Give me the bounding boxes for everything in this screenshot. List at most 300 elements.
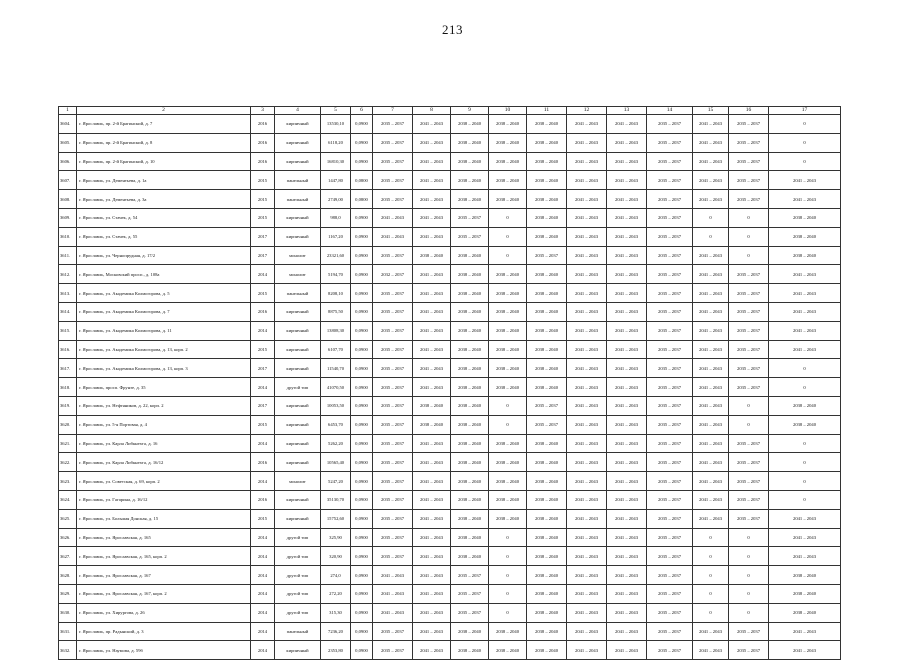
table-cell: 2038 – 2040 — [489, 340, 527, 359]
table-row — [59, 434, 841, 453]
address-cell: г. Ярославль, пр. 2-й Брагинский, д. 10 — [77, 152, 251, 171]
table-cell: 2041 – 2043 — [607, 396, 647, 415]
table-cell: 0,0900 — [351, 152, 373, 171]
address-cell: г. Ярославль, ул. Наумова, д. 59б — [77, 641, 251, 660]
table-row — [59, 622, 841, 641]
table-cell: 2015 — [251, 208, 275, 227]
table-cell: 2035 – 2037 — [527, 415, 567, 434]
table-cell: 0,0900 — [351, 284, 373, 303]
column-header: 17 — [769, 107, 841, 115]
table-cell: 41070,50 — [321, 378, 351, 397]
address-cell: г. Ярославль, пр. Радынский, д. 3 — [77, 622, 251, 641]
table-cell: 2035 – 2037 — [373, 284, 413, 303]
table-cell: кирпичный — [275, 115, 321, 134]
table-cell: 2041 – 2043 — [567, 227, 607, 246]
table-cell: 2038 – 2040 — [451, 509, 489, 528]
table-cell: 0,0900 — [351, 472, 373, 491]
table-cell: 2041 – 2043 — [693, 415, 729, 434]
table-cell: 2038 – 2040 — [769, 208, 841, 227]
address-cell: г. Ярославль, ул. Чернопрудная, д. 17/2 — [77, 246, 251, 265]
table-cell: 2016 — [251, 453, 275, 472]
row-number-cell: 3620. — [59, 415, 77, 434]
table-cell: 2041 – 2043 — [693, 453, 729, 472]
table-cell: 2015 — [251, 509, 275, 528]
table-cell: 2035 – 2037 — [647, 490, 693, 509]
table-cell: 2035 – 2037 — [451, 227, 489, 246]
table-cell: 2038 – 2040 — [489, 302, 527, 321]
table-cell: 2038 – 2040 — [413, 396, 451, 415]
address-cell: г. Ярославль, ул. Академика Колмогорова, д. 13, корп. 2 — [77, 340, 251, 359]
table-cell: 2041 – 2043 — [693, 321, 729, 340]
address-cell: г. Ярославль, ул. Ярославская, д. 165 — [77, 528, 251, 547]
table-cell: 0 — [729, 603, 769, 622]
table-cell: 2041 – 2043 — [413, 584, 451, 603]
table-cell: 2041 – 2043 — [693, 133, 729, 152]
table-cell: 2041 – 2043 — [693, 396, 729, 415]
table-cell: 2038 – 2040 — [527, 152, 567, 171]
table-cell: кирпичный — [275, 340, 321, 359]
table-cell: 2041 – 2043 — [607, 227, 647, 246]
table-cell: 2038 – 2040 — [527, 284, 567, 303]
table-cell: 2041 – 2043 — [693, 378, 729, 397]
table-row — [59, 472, 841, 491]
table-cell: 2035 – 2037 — [373, 246, 413, 265]
table-cell: 2041 – 2043 — [769, 284, 841, 303]
table-cell: 2038 – 2040 — [451, 490, 489, 509]
table-cell: 2041 – 2043 — [567, 302, 607, 321]
table-cell: 2032 – 2037 — [373, 265, 413, 284]
table-cell: 2038 – 2040 — [451, 359, 489, 378]
table-cell: 0 — [693, 566, 729, 585]
table-cell: 2038 – 2040 — [527, 378, 567, 397]
table-cell: 2016 — [251, 133, 275, 152]
table-cell: 274,0 — [321, 566, 351, 585]
table-cell: 2035 – 2037 — [647, 265, 693, 284]
table-cell: 2041 – 2043 — [567, 378, 607, 397]
table-cell: 2041 – 2043 — [607, 584, 647, 603]
table-cell: 2041 – 2043 — [567, 509, 607, 528]
column-header: 16 — [729, 107, 769, 115]
row-number-cell: 3613. — [59, 284, 77, 303]
table-row — [59, 453, 841, 472]
table-cell: 2041 – 2043 — [607, 509, 647, 528]
table-cell: 2038 – 2040 — [451, 415, 489, 434]
table-cell: 2041 – 2043 — [567, 190, 607, 209]
row-number-cell: 3611. — [59, 246, 77, 265]
table-row — [59, 227, 841, 246]
table-cell: 2041 – 2043 — [413, 547, 451, 566]
row-number-cell: 3605. — [59, 133, 77, 152]
table-cell: 2041 – 2043 — [373, 566, 413, 585]
table-cell: 2035 – 2037 — [373, 472, 413, 491]
table-cell: 0,0900 — [351, 547, 373, 566]
table-cell: 2035 – 2037 — [647, 603, 693, 622]
table-cell: 2035 – 2037 — [647, 547, 693, 566]
table-cell: 10565,40 — [321, 453, 351, 472]
row-number-cell: 3618. — [59, 378, 77, 397]
table-cell: другой тип — [275, 584, 321, 603]
table-cell: кирпичный — [275, 227, 321, 246]
table-cell: 2035 – 2037 — [729, 284, 769, 303]
table-header-row — [59, 107, 841, 115]
table-cell: кирпичный — [275, 490, 321, 509]
table-cell: 2035 – 2037 — [647, 453, 693, 472]
row-number-cell: 3612. — [59, 265, 77, 284]
table-cell: 2038 – 2040 — [489, 641, 527, 660]
table-cell: 2041 – 2043 — [693, 359, 729, 378]
table-cell: 35130,70 — [321, 490, 351, 509]
column-header: 1 — [59, 107, 77, 115]
table-cell: 2035 – 2037 — [647, 321, 693, 340]
table-cell: 2038 – 2040 — [527, 472, 567, 491]
table-cell: 2038 – 2040 — [527, 171, 567, 190]
table-cell: 2041 – 2043 — [607, 246, 647, 265]
table-cell: 2035 – 2037 — [373, 453, 413, 472]
table-cell: 2041 – 2043 — [607, 528, 647, 547]
table-cell: 0,0900 — [351, 359, 373, 378]
table-cell: 2041 – 2043 — [567, 472, 607, 491]
table-cell: 2038 – 2040 — [489, 152, 527, 171]
table-cell: 0 — [729, 396, 769, 415]
table-cell: 8208,10 — [321, 284, 351, 303]
column-header: 9 — [451, 107, 489, 115]
table-cell: 2038 – 2040 — [527, 528, 567, 547]
table-cell: 0,0900 — [351, 528, 373, 547]
table-cell: 2015 — [251, 190, 275, 209]
table-cell: 2014 — [251, 434, 275, 453]
table-cell: 2014 — [251, 641, 275, 660]
column-header: 15 — [693, 107, 729, 115]
table-row — [59, 547, 841, 566]
table-cell: 2038 – 2040 — [489, 321, 527, 340]
address-cell: г. Ярославль, ул. Академика Колмогорова, д. 11 — [77, 321, 251, 340]
row-number-cell: 3630. — [59, 603, 77, 622]
table-cell: 2038 – 2040 — [451, 547, 489, 566]
table-cell: 2015 — [251, 171, 275, 190]
address-cell: г. Ярославль, ул. Советская, д. 69, корп. 2 — [77, 472, 251, 491]
address-cell: г. Ярославль, ул. Ярославская, д. 167, корп. 2 — [77, 584, 251, 603]
table-cell: 2041 – 2043 — [413, 340, 451, 359]
table-cell: кирпичный — [275, 509, 321, 528]
table-cell: 2035 – 2037 — [451, 603, 489, 622]
table-cell: 0,0900 — [351, 490, 373, 509]
address-cell: г. Ярославль, ул. Гагарина, д. 16/12 — [77, 490, 251, 509]
table-cell: 2038 – 2040 — [527, 265, 567, 284]
table-cell: 2038 – 2040 — [489, 190, 527, 209]
table-cell: 2035 – 2037 — [729, 622, 769, 641]
table-cell: 2041 – 2043 — [607, 453, 647, 472]
table-cell: 2041 – 2043 — [607, 547, 647, 566]
table-cell: кирпичный — [275, 302, 321, 321]
table-cell: 0,0900 — [351, 434, 373, 453]
table-cell: 2041 – 2043 — [567, 340, 607, 359]
table-cell: 0 — [693, 528, 729, 547]
table-cell: 2041 – 2043 — [769, 190, 841, 209]
table-cell: 2041 – 2043 — [693, 284, 729, 303]
table-cell: другой тип — [275, 547, 321, 566]
table-cell: 2041 – 2043 — [413, 171, 451, 190]
table-cell: 0 — [729, 415, 769, 434]
table-cell: 0 — [729, 566, 769, 585]
table-cell: 2041 – 2043 — [413, 302, 451, 321]
table-cell: 2041 – 2043 — [693, 190, 729, 209]
table-cell: 2014 — [251, 547, 275, 566]
table-cell: 2041 – 2043 — [567, 208, 607, 227]
table-cell: 2015 — [251, 415, 275, 434]
table-cell: 2035 – 2037 — [647, 434, 693, 453]
table-row — [59, 115, 841, 134]
table-cell: 2035 – 2037 — [647, 415, 693, 434]
table-cell: кирпичный — [275, 453, 321, 472]
table-cell: 2035 – 2037 — [373, 415, 413, 434]
table-cell: 6107,70 — [321, 340, 351, 359]
table-cell: 2035 – 2037 — [373, 115, 413, 134]
table-cell: 2038 – 2040 — [769, 566, 841, 585]
table-cell: 2035 – 2037 — [647, 152, 693, 171]
table-cell: 2041 – 2043 — [413, 359, 451, 378]
table-cell: 2035 – 2037 — [527, 246, 567, 265]
table-cell: 2041 – 2043 — [769, 641, 841, 660]
table-cell: 2035 – 2037 — [373, 359, 413, 378]
column-header: 5 — [321, 107, 351, 115]
table-row — [59, 340, 841, 359]
table-cell: 2038 – 2040 — [451, 622, 489, 641]
table-cell: 2038 – 2040 — [527, 133, 567, 152]
column-header: 14 — [647, 107, 693, 115]
table-cell: 2038 – 2040 — [527, 622, 567, 641]
table-cell: 2038 – 2040 — [527, 115, 567, 134]
table-cell: 2038 – 2040 — [451, 302, 489, 321]
table-cell: 2041 – 2043 — [567, 434, 607, 453]
table-cell: 2353,80 — [321, 641, 351, 660]
table-cell: 0 — [769, 115, 841, 134]
table-cell: 0,0900 — [351, 115, 373, 134]
table-cell: 2041 – 2043 — [607, 566, 647, 585]
table-row — [59, 208, 841, 227]
table-cell: 2041 – 2043 — [693, 246, 729, 265]
row-number-cell: 3619. — [59, 396, 77, 415]
table-cell: 2038 – 2040 — [527, 321, 567, 340]
table-cell: 0,0900 — [351, 302, 373, 321]
table-cell: 2041 – 2043 — [607, 434, 647, 453]
table-cell: 2038 – 2040 — [489, 622, 527, 641]
table-cell: 0 — [693, 547, 729, 566]
table-cell: 2038 – 2040 — [451, 340, 489, 359]
table-cell: 2038 – 2040 — [489, 378, 527, 397]
table-row — [59, 415, 841, 434]
table-cell: 2041 – 2043 — [769, 302, 841, 321]
column-header: 8 — [413, 107, 451, 115]
table-cell: 0 — [489, 396, 527, 415]
table-cell: 0,0900 — [351, 378, 373, 397]
table-cell: 988,0 — [321, 208, 351, 227]
table-cell: 2035 – 2037 — [647, 641, 693, 660]
table-cell: 0 — [693, 603, 729, 622]
table-cell: 2035 – 2037 — [647, 396, 693, 415]
table-cell: панельный — [275, 171, 321, 190]
table-cell: другой тип — [275, 378, 321, 397]
table-cell: 2038 – 2040 — [451, 190, 489, 209]
table-cell: 2035 – 2037 — [373, 133, 413, 152]
table-cell: 2041 – 2043 — [567, 490, 607, 509]
table-cell: 2035 – 2037 — [729, 152, 769, 171]
table-cell: 0,0900 — [351, 603, 373, 622]
table-cell: 2041 – 2043 — [769, 265, 841, 284]
table-cell: 2035 – 2037 — [647, 528, 693, 547]
table-cell: 2038 – 2040 — [451, 434, 489, 453]
address-cell: г. Ярославль, ул. Академика Колмогорова, д. 13, корп. 3 — [77, 359, 251, 378]
table-cell: 0 — [489, 227, 527, 246]
table-cell: 2041 – 2043 — [413, 284, 451, 303]
table-cell: 2038 – 2040 — [527, 490, 567, 509]
table-cell: 2038 – 2040 — [489, 359, 527, 378]
table-cell: 2035 – 2037 — [373, 547, 413, 566]
table-cell: 0 — [489, 566, 527, 585]
table-cell: 2041 – 2043 — [607, 152, 647, 171]
table-cell: 2035 – 2037 — [647, 566, 693, 585]
table-cell: другой тип — [275, 528, 321, 547]
table-cell: 2038 – 2040 — [489, 509, 527, 528]
row-number-cell: 3632. — [59, 641, 77, 660]
table-cell: монолит — [275, 265, 321, 284]
page-number: 213 — [442, 22, 463, 37]
row-number-cell: 3604. — [59, 115, 77, 134]
table-cell: 2041 – 2043 — [413, 472, 451, 491]
table-cell: 2038 – 2040 — [489, 490, 527, 509]
table-cell: 2035 – 2037 — [373, 171, 413, 190]
table-cell: 0,0900 — [351, 265, 373, 284]
table-cell: 0,0900 — [351, 509, 373, 528]
table-cell: 0 — [769, 434, 841, 453]
table-cell: 2041 – 2043 — [693, 340, 729, 359]
table-cell: 2038 – 2040 — [413, 246, 451, 265]
table-cell: 2041 – 2043 — [607, 321, 647, 340]
address-cell: г. Ярославль, ул. Нефтяников, д. 22, корп. 2 — [77, 396, 251, 415]
table-cell: кирпичный — [275, 321, 321, 340]
table-cell: другой тип — [275, 603, 321, 622]
table-cell: 2016 — [251, 490, 275, 509]
table-cell: 15752,60 — [321, 509, 351, 528]
table-cell: 0 — [489, 584, 527, 603]
table-cell: 2041 – 2043 — [413, 152, 451, 171]
table-cell: 2041 – 2043 — [769, 547, 841, 566]
table-cell: 2038 – 2040 — [769, 246, 841, 265]
table-cell: 2041 – 2043 — [567, 584, 607, 603]
table-cell: 2035 – 2037 — [373, 378, 413, 397]
column-header: 2 — [77, 107, 251, 115]
table-row — [59, 490, 841, 509]
table-row — [59, 603, 841, 622]
column-header: 13 — [607, 107, 647, 115]
column-header: 11 — [527, 107, 567, 115]
row-number-cell: 3609. — [59, 208, 77, 227]
table-cell: 0,0900 — [351, 453, 373, 472]
table-cell: 2041 – 2043 — [607, 208, 647, 227]
table-cell: 2038 – 2040 — [489, 472, 527, 491]
table-cell: 2038 – 2040 — [527, 641, 567, 660]
table-cell: 2038 – 2040 — [769, 396, 841, 415]
table-cell: 2017 — [251, 359, 275, 378]
table-cell: панельный — [275, 190, 321, 209]
table-row — [59, 265, 841, 284]
table-cell: 2035 – 2037 — [729, 133, 769, 152]
table-cell: 2035 – 2037 — [729, 509, 769, 528]
table-cell: 2038 – 2040 — [451, 152, 489, 171]
table-cell: 11540,70 — [321, 359, 351, 378]
address-cell: г. Ярославль, ул. Академика Колмогорова, д. 5 — [77, 284, 251, 303]
row-number-cell: 3626. — [59, 528, 77, 547]
column-header: 3 — [251, 107, 275, 115]
table-cell: 2038 – 2040 — [769, 584, 841, 603]
table-cell: 2016 — [251, 115, 275, 134]
row-number-cell: 3615. — [59, 321, 77, 340]
row-number-cell: 3628. — [59, 566, 77, 585]
table-cell: 2035 – 2037 — [647, 115, 693, 134]
table-cell: 2035 – 2037 — [729, 359, 769, 378]
column-header: 12 — [567, 107, 607, 115]
table-cell: 0,0900 — [351, 246, 373, 265]
table-cell: 2016 — [251, 152, 275, 171]
table-cell: другой тип — [275, 566, 321, 585]
table-cell: 2035 – 2037 — [729, 321, 769, 340]
table-cell: 2041 – 2043 — [607, 359, 647, 378]
table-cell: 2014 — [251, 603, 275, 622]
table-cell: 2017 — [251, 396, 275, 415]
address-cell: г. Ярославль, пр. 2-й Брагинский, д. 8 — [77, 133, 251, 152]
table-cell: 0 — [769, 152, 841, 171]
table-cell: 0 — [729, 208, 769, 227]
address-cell: г. Ярославль, ул. 5-я Портовая, д. 4 — [77, 415, 251, 434]
table-row — [59, 359, 841, 378]
table-cell: 0,0900 — [351, 415, 373, 434]
address-cell: г. Ярославль, ул. Ярославская, д. 165, корп. 2 — [77, 547, 251, 566]
table-row — [59, 171, 841, 190]
table-cell: 2041 – 2043 — [693, 641, 729, 660]
address-cell: г. Ярославль, Московский просп., д. 108а — [77, 265, 251, 284]
table-cell: 0 — [693, 584, 729, 603]
table-cell: 5262,20 — [321, 434, 351, 453]
table-cell: 2035 – 2037 — [729, 490, 769, 509]
table-cell: 2041 – 2043 — [607, 378, 647, 397]
table-cell: 2035 – 2037 — [451, 584, 489, 603]
table-row — [59, 566, 841, 585]
row-number-cell: 3631. — [59, 622, 77, 641]
row-number-cell: 3625. — [59, 509, 77, 528]
table-cell: 2038 – 2040 — [769, 227, 841, 246]
table-cell: 2041 – 2043 — [567, 284, 607, 303]
table-cell: 2041 – 2043 — [413, 453, 451, 472]
table-cell: 2035 – 2037 — [647, 227, 693, 246]
table-row — [59, 321, 841, 340]
table-cell: 2041 – 2043 — [413, 115, 451, 134]
table-cell: 2041 – 2043 — [413, 566, 451, 585]
table-cell: 0 — [489, 603, 527, 622]
table-cell: 2038 – 2040 — [489, 265, 527, 284]
row-number-cell: 3606. — [59, 152, 77, 171]
table-cell: 2041 – 2043 — [567, 528, 607, 547]
table-cell: 2041 – 2043 — [693, 472, 729, 491]
table-cell: 0 — [489, 246, 527, 265]
row-number-cell: 3629. — [59, 584, 77, 603]
row-number-cell: 3608. — [59, 190, 77, 209]
table-cell: 2014 — [251, 265, 275, 284]
table-cell: 2017 — [251, 246, 275, 265]
table-cell: 2038 – 2040 — [527, 208, 567, 227]
table-cell: 2035 – 2037 — [729, 190, 769, 209]
table-cell: 2035 – 2037 — [729, 340, 769, 359]
table-cell: 2041 – 2043 — [373, 208, 413, 227]
table-cell: 2016 — [251, 302, 275, 321]
